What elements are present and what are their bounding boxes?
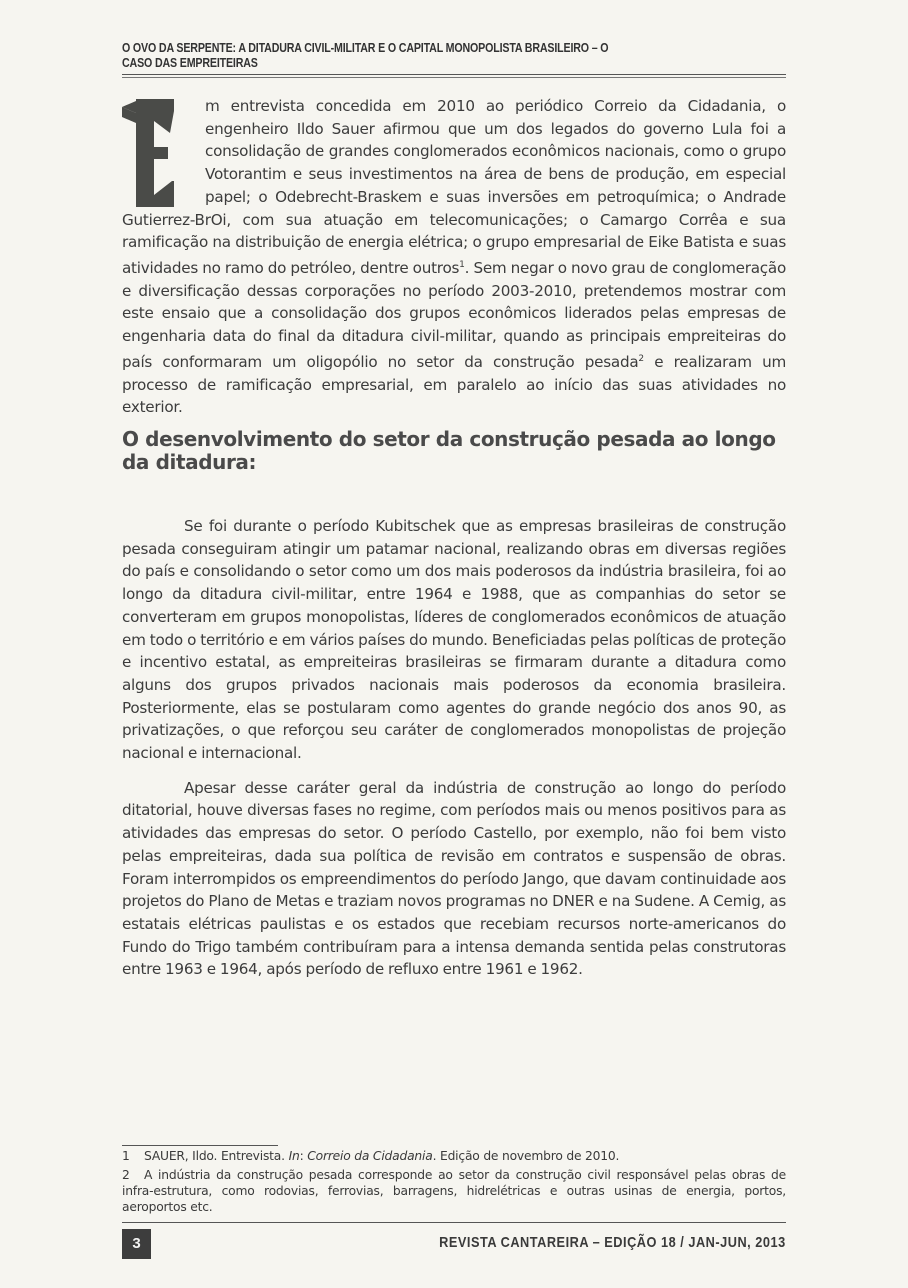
intro-text-3: e realizaram um processo de ramificação empresarial, em paralelo ao início das suas atividades no exterior. [122, 352, 786, 417]
intro-text-1: m entrevista concedida em 2010 ao periódico Correio da Cidadania, o engenheiro Ildo Sauer afirmou que um dos legados do governo Lula foi a consolidação de grandes conglomerados econômicos nacionais, como o grupo Votorantim e seus investimentos na área de bens de produção, em especial papel; o Odebrecht-Braskem e suas inversões em petroquímica; o Andrade Gutierrez-BrOi, com sua atuação em telecomunicações; o Camargo Corrêa e sua ramificação na distribuição de energia elétrica; o grupo empresarial de Eike Batista e suas atividades no ramo do petróleo, dentre outros [122, 97, 786, 277]
footnote-text-end: . Edição de novembro de 2010. [432, 1149, 620, 1163]
section-body [122, 515, 786, 993]
footnote-text: SAUER, Ildo. Entrevista. [144, 1149, 289, 1163]
header-rule-secondary [122, 77, 786, 78]
footnote-rule [122, 1145, 278, 1146]
footnote-number: 1 [122, 1149, 130, 1163]
section-title: O desenvolvimento do setor da construção pesada ao longo da ditadura: [122, 427, 776, 474]
running-head-line-2: CASO DAS EMPREITEIRAS [122, 55, 258, 70]
footnote-2 [122, 1167, 786, 1215]
intro-paragraph [122, 95, 786, 419]
footnote-in-label: In [288, 1149, 300, 1163]
footnote-number: 2 [122, 1168, 130, 1182]
footnote-1 [122, 1148, 786, 1164]
running-head [122, 40, 786, 70]
body-paragraph-1: Se foi durante o período Kubitschek que as empresas brasileiras de construção pesada conseguiram atingir um patamar nacional, realizando obras em diversas regiões do país e consolidando o setor como um dos mais poderosos da indústria brasileira, foi ao longo da ditadura civil-militar, entre 1964 e 1988, que as companhias do setor se converteram em grupos monopolistas, líderes de conglomerados econômicos de atuação em todo o território e em vários países do mundo. Beneficiadas pelas políticas de proteção e incentivo estatal, as empreiteiras brasileiras se firmaram durante a ditadura como alguns dos grupos privados nacionais mais poderosos da economia brasileira. Posteriormente, elas se postularam como agentes do grande negócio dos anos 90, as privatizações, o que reforçou seu caráter de conglomerados monopolistas de projeção nacional e internacional. [122, 517, 786, 763]
footnote-ref-1[interactable]: 1 [459, 259, 465, 270]
footnote-source: Correio da Cidadania [307, 1149, 433, 1163]
page-number: 3 [122, 1229, 151, 1259]
running-head-line-1: O OVO DA SERPENTE: A DITADURA CIVIL-MILITAR E O CAPITAL MONOPOLISTA BRASILEIRO – O [122, 40, 609, 55]
header-rule [122, 74, 786, 75]
footer-rule [122, 1222, 786, 1223]
footnote-ref-2[interactable]: 2 [638, 353, 644, 364]
footnotes [122, 1148, 786, 1218]
body-paragraph-2: Apesar desse caráter geral da indústria de construção ao longo do período ditatorial, houve diversas fases no regime, com períodos mais ou menos positivos para as atividades das empresas do setor. O período Castello, por exemplo, não foi bem visto pelas empreiteiras, dada sua política de revisão em contratos e suspensão de obras. Foram interrompidos os empreendimentos do período Jango, que davam continuidade aos projetos do Plano de Metas e traziam novos programas no DNER e na Sudene. A Cemig, as estatais elétricas paulistas e os estados que recebiam recursos norte-americanos do Fundo do Trigo também contribuíram para a intensa demanda sentida pelas construtoras entre 1963 e 1964, após período de refluxo entre 1961 e 1962. [122, 778, 786, 979]
drop-cap [122, 99, 174, 207]
footnote-colon: : [299, 1149, 308, 1163]
footnote-text: A indústria da construção pesada corresponde ao setor da construção civil responsável pelas obras de infra-estrutura, como rodovias, ferrovias, barragens, hidrelétricas e outras usinas de energia, portos, aeroportos etc. [122, 1168, 786, 1214]
drop-cap-glyph [122, 99, 174, 207]
intro-text-2: . Sem negar o novo grau de conglomeração e diversificação dessas corporações no período 2003-2010, pretendemos mostrar com este ensaio que a consolidação dos grupos econômicos liderados pelas empresas de engenharia data do final da ditadura civil-militar, quando as principais empreiteiras do país conformaram um oligopólio no setor da construção pesada [122, 258, 786, 371]
journal-title: REVISTA CANTAREIRA – EDIÇÃO 18 / JAN-JUN, 2013 [439, 1234, 786, 1251]
